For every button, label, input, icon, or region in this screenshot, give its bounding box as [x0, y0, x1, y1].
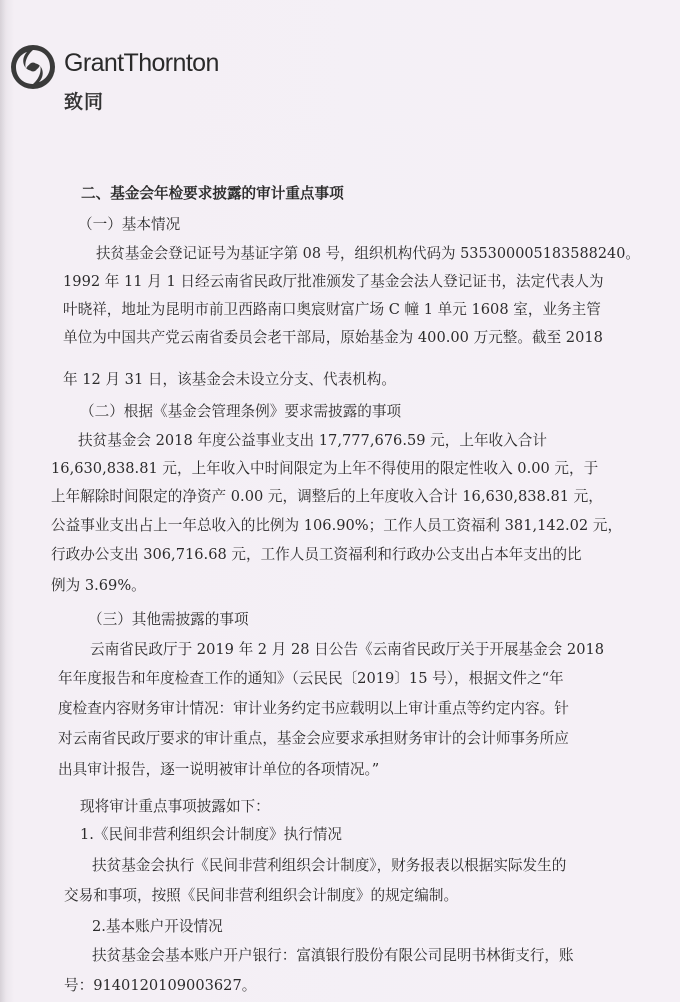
paragraph-line: 度检查内容财务审计情况：审计业务约定书应载明以上审计重点等约定内容。针 — [58, 700, 569, 717]
paragraph-line: 16,630,838.81 元，上年收入中时间限定为上年不得使用的限定性收入 0.00 元，于 — [51, 460, 599, 477]
paragraph-line: 号：9140120109003627。 — [64, 977, 257, 994]
subsection-other-title: （三）其他需披露的事项 — [88, 611, 249, 628]
paragraph-line: 扶贫基金会执行《民间非营利组织会计制度》，财务报表以根据实际发生的 — [92, 857, 567, 874]
logo-name: GrantThornton — [64, 49, 219, 77]
section-title: 二、基金会年检要求披露的审计重点事项 — [81, 185, 344, 202]
paragraph-line: 交易和事项，按照《民间非营利组织会计制度》的规定编制。 — [64, 887, 459, 904]
item-2-title: 2.基本账户开设情况 — [92, 918, 223, 935]
grant-thornton-swirl-icon — [10, 44, 56, 90]
grant-thornton-logo — [10, 40, 250, 120]
paragraph-line: 对云南省民政厅要求的审计重点，基金会应要求承担财务审计的会计师事务所应 — [58, 730, 569, 747]
paragraph-line: 现将审计重点事项披露如下： — [80, 798, 270, 815]
paragraph-line: 年年度报告和年度检查工作的通知》（云民民〔2019〕15 号），根据文件之“年 — [58, 670, 564, 687]
paragraph-line: 叶晓祥，地址为昆明市前卫西路南口奥宸财富广场 C 幢 1 单元 1608 室，业务主管 — [63, 301, 601, 318]
paragraph-line: 单位为中国共产党云南省委员会老干部局，原始基金为 400.00 万元整。截至 2018 — [63, 329, 603, 346]
paragraph-line: 例为 3.69%。 — [51, 577, 146, 594]
item-1-title: 1.《民间非营利组织会计制度》执行情况 — [80, 826, 343, 843]
paragraph-line: 行政办公支出 306,716.68 元，工作人员工资福利和行政办公支出占本年支出的比 — [51, 546, 582, 563]
paragraph-line: 云南省民政厅于 2019 年 2 月 28 日公告《云南省民政厅关于开展基金会 2018 — [90, 641, 605, 658]
paragraph-line: 1992 年 11 月 1 日经云南省民政厅批准颁发了基金会法人登记证书，法定代表人为 — [63, 273, 604, 290]
paragraph-line: 扶贫基金会登记证号为基证字第 08 号，组织机构代码为 535300005183588240。 — [96, 245, 640, 262]
paragraph-line: 扶贫基金会 2018 年度公益事业支出 17,777,676.59 元，上年收入合计 — [78, 432, 547, 449]
subsection-basic-info-title: （一）基本情况 — [78, 216, 181, 233]
paragraph-line: 扶贫基金会基本账户开户银行：富滇银行股份有限公司昆明书林街支行，账 — [92, 947, 574, 964]
subsection-regulation-title: （二）根据《基金会管理条例》要求需披露的事项 — [80, 403, 402, 420]
paragraph-line: 年 12 月 31 日，该基金会未设立分支、代表机构。 — [63, 371, 396, 388]
paragraph-line: 出具审计报告，逐一说明被审计单位的各项情况。” — [58, 761, 380, 778]
paragraph-line: 上年解除时间限定的净资产 0.00 元，调整后的上年度收入合计 16,630,838.81 元， — [51, 488, 603, 505]
logo-chinese-name: 致同 — [64, 91, 105, 113]
paragraph-line: 公益事业支出占上一年总收入的比例为 106.90%；工作人员工资福利 381,142.02 元， — [51, 517, 623, 534]
